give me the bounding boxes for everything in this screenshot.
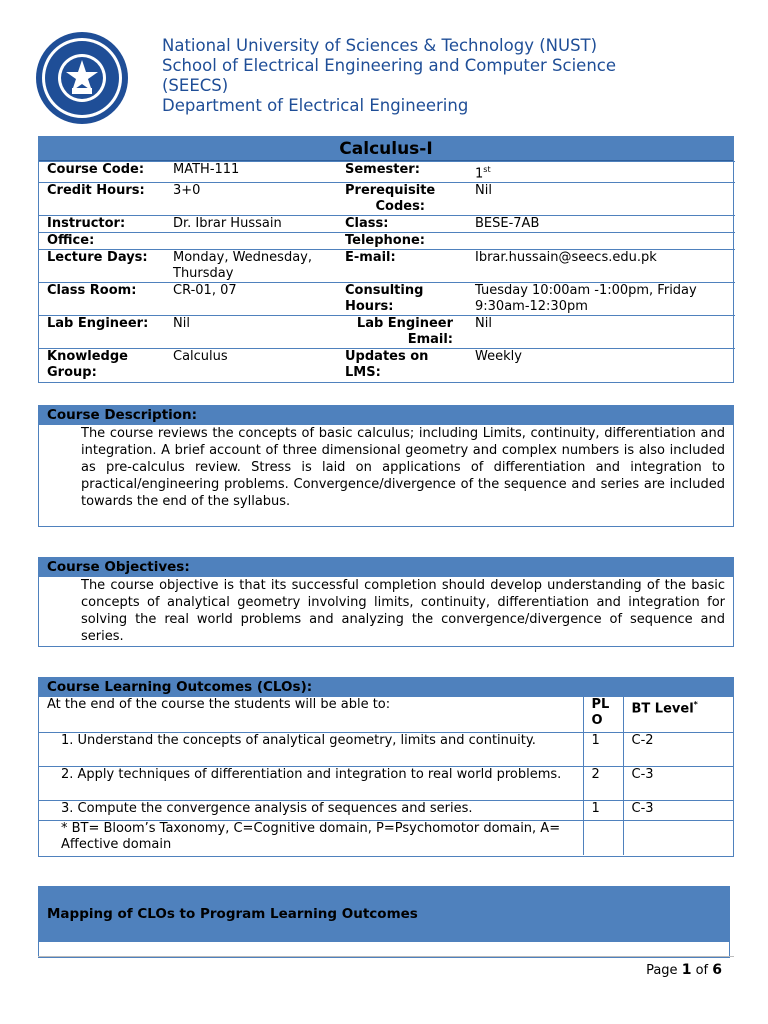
semester-label: Semester:	[337, 162, 467, 183]
info-row	[39, 216, 735, 233]
office-value	[165, 233, 337, 250]
semester-value: 1st	[467, 162, 735, 183]
credit-hours-label: Credit Hours:	[39, 183, 165, 216]
department-name: Department of Electrical Engineering	[162, 96, 469, 115]
page-footer	[646, 962, 722, 978]
clo-row	[39, 733, 733, 767]
class-room-label: Class Room:	[39, 283, 165, 316]
clo-plo: 1	[583, 801, 623, 821]
telephone-value	[467, 233, 735, 250]
clo-row	[39, 801, 733, 821]
info-row	[39, 283, 735, 316]
clo-bt: C-2	[623, 733, 733, 767]
clo-plo: 1	[583, 733, 623, 767]
clo-plo: 2	[583, 767, 623, 801]
course-objectives-text: The course objective is that its successful completion should develop understanding of the basic concepts of analytical geometry involving limits, continuity, differentiation and integration for solving the real world problems and analyzing the convergence/divergence of sequence and series.	[81, 578, 725, 644]
lecture-days-label: Lecture Days:	[39, 250, 165, 283]
email-value: Ibrar.hussain@seecs.edu.pk	[467, 250, 735, 283]
clo-text: 3. Compute the convergence analysis of sequences and series.	[39, 801, 583, 821]
lab-engineer-email-value: Nil	[467, 316, 735, 349]
class-value: BESE-7AB	[467, 216, 735, 233]
credit-hours-value: 3+0	[165, 183, 337, 216]
knowledge-group-label: Knowledge Group:	[39, 349, 165, 382]
lecture-days-value: Monday, Wednesday, Thursday	[165, 250, 337, 283]
info-row	[39, 183, 735, 216]
consulting-hours-label: Consulting Hours:	[337, 283, 467, 316]
clo-footnote: * BT= Bloom’s Taxonomy, C=Cognitive domain, P=Psychomotor domain, A= Affective domain	[39, 821, 583, 855]
course-description-text: The course reviews the concepts of basic calculus; including Limits, continuity, differentiation and integration. A brief account of three dimensional geometry and complex numbers is also included as pre-calculus review. Stress is laid on applications of differentiation and integration to practical/engineering problems. Convergence/divergence of the sequence and series are included towards the end of the syllabus.	[81, 426, 725, 509]
course-objectives-heading: Course Objectives:	[39, 558, 733, 577]
university-name: National University of Sciences & Technology (NUST)	[162, 36, 598, 55]
clo-row	[39, 767, 733, 801]
lab-engineer-email-label: Lab Engineer Email:	[337, 316, 467, 349]
clo-table	[39, 696, 733, 855]
telephone-label: Telephone:	[337, 233, 467, 250]
clo-plo-mapping-section	[38, 886, 730, 958]
class-label: Class:	[337, 216, 467, 233]
updates-lms-value: Weekly	[467, 349, 735, 382]
clo-bt: C-3	[623, 767, 733, 801]
course-title: Calculus-I	[39, 137, 733, 161]
clo-section	[38, 677, 734, 857]
clo-heading: Course Learning Outcomes (CLOs):	[39, 678, 733, 696]
clo-footnote-row	[39, 821, 733, 855]
instructor-value: Dr. Ibrar Hussain	[165, 216, 337, 233]
course-info-table	[38, 136, 734, 383]
plo-header: PLO	[583, 697, 623, 733]
document-header	[34, 30, 734, 130]
class-room-value: CR-01, 07	[165, 283, 337, 316]
mapping-heading: Mapping of CLOs to Program Learning Outcomes	[39, 887, 729, 942]
page-number: 1	[681, 962, 692, 978]
email-label: E-mail:	[337, 250, 467, 283]
clo-text: 1. Understand the concepts of analytical geometry, limits and continuity.	[39, 733, 583, 767]
clo-footnote-plo-empty	[583, 821, 623, 855]
lab-engineer-value: Nil	[165, 316, 337, 349]
nust-logo-icon	[34, 30, 130, 126]
clo-header-row	[39, 697, 733, 733]
course-code-value: MATH-111	[165, 162, 337, 183]
instructor-label: Instructor:	[39, 216, 165, 233]
institution-lines	[162, 36, 616, 116]
footer-divider	[38, 956, 734, 957]
of-word: of	[695, 963, 709, 978]
course-description-heading: Course Description:	[39, 406, 733, 425]
consulting-hours-value: Tuesday 10:00am -1:00pm, Friday 9:30am-12:30pm	[467, 283, 735, 316]
course-code-label: Course Code:	[39, 162, 165, 183]
prerequisite-value: Nil	[467, 183, 735, 216]
school-name-line2: (SEECS)	[162, 76, 229, 95]
school-name-line1: School of Electrical Engineering and Computer Science	[162, 56, 617, 75]
knowledge-group-value: Calculus	[165, 349, 337, 382]
updates-lms-label: Updates on LMS:	[337, 349, 467, 382]
lab-engineer-label: Lab Engineer:	[39, 316, 165, 349]
course-description-section	[38, 405, 734, 527]
info-row	[39, 349, 735, 382]
bt-level-header: BT Level*	[623, 697, 733, 733]
office-label: Office:	[39, 233, 165, 250]
clo-intro: At the end of the course the students will be able to:	[39, 697, 583, 733]
total-pages: 6	[712, 962, 722, 978]
page-word: Page	[646, 963, 678, 978]
info-row	[39, 316, 735, 349]
info-row	[39, 233, 735, 250]
info-row	[39, 162, 735, 183]
course-objectives-section	[38, 557, 734, 647]
clo-footnote-bt-empty	[623, 821, 733, 855]
clo-text: 2. Apply techniques of differentiation and integration to real world problems.	[39, 767, 583, 801]
prerequisite-label: Prerequisite Codes:	[337, 183, 467, 216]
info-row	[39, 250, 735, 283]
clo-bt: C-3	[623, 801, 733, 821]
